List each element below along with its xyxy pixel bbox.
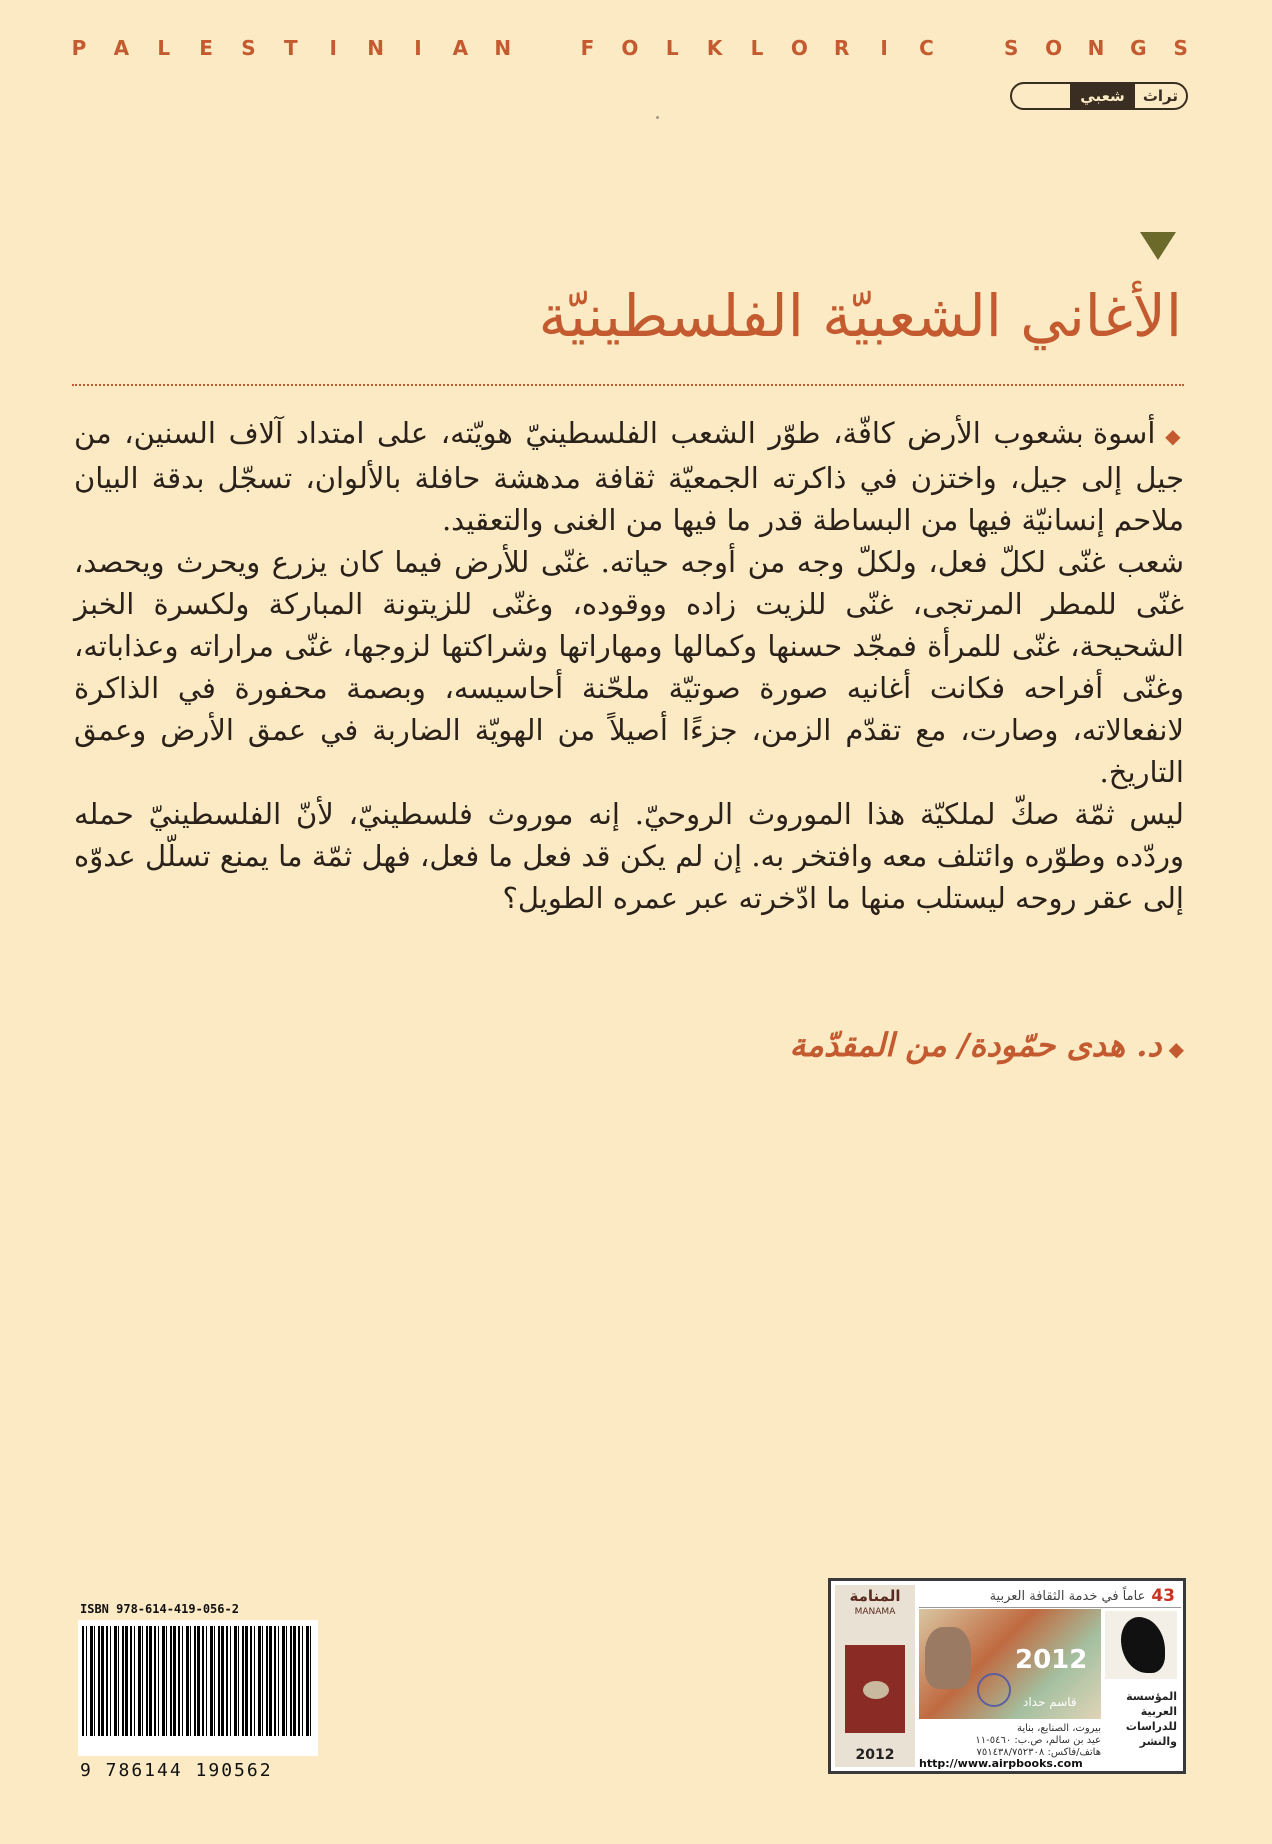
barcode: [78, 1620, 318, 1756]
series-title-letter: L: [750, 36, 764, 60]
series-title-letter: K: [706, 36, 723, 60]
series-title-letter: N: [1087, 36, 1105, 60]
series-title-letter: I: [329, 36, 337, 60]
stamp-art-year: 2012: [1015, 1645, 1088, 1675]
series-title-letter: I: [414, 36, 422, 60]
stamp-left-panel: [835, 1585, 915, 1767]
blurb-text: [74, 412, 1184, 919]
stamp-city-english: MANAMA: [854, 1607, 896, 1617]
series-badge-part2: شعبي: [1070, 84, 1135, 108]
bullet-icon: ◆: [1155, 424, 1184, 448]
stamp-years-number: 43: [1151, 1586, 1175, 1606]
dust-speck: [656, 116, 659, 119]
series-title-letter: O: [621, 36, 639, 60]
series-badge: [1010, 82, 1188, 110]
series-title-letter: S: [1173, 36, 1188, 60]
portrait-icon: [925, 1627, 971, 1689]
series-title-letter: I: [880, 36, 888, 60]
isbn-label: ISBN 978-614-419-056-2: [80, 1602, 239, 1616]
bullet-icon: ◆: [1161, 1037, 1184, 1061]
barcode-bars: [82, 1626, 314, 1736]
seal-icon: [977, 1673, 1011, 1707]
publisher-url: http://www.airpbooks.com: [919, 1757, 1083, 1770]
series-title-letter: A: [113, 36, 130, 60]
stamp-city-arabic: المنامة: [849, 1587, 901, 1605]
series-title-letter: A: [452, 36, 469, 60]
series-title-letter: S: [1004, 36, 1019, 60]
stamp-art-name: قاسم حداد: [1023, 1695, 1077, 1709]
series-title-letter: [960, 36, 978, 60]
stamp-header-text: عاماً في خدمة الثقافة العربية: [989, 1588, 1146, 1604]
bird-logo-icon: [1121, 1617, 1165, 1673]
series-title-letter: P: [71, 36, 87, 60]
series-title-letter: [536, 36, 554, 60]
stamp-emblem-icon: [845, 1645, 905, 1733]
book-title: الأغاني الشعبيّة الفلسطينيّة: [538, 282, 1182, 350]
series-title-letter: O: [790, 36, 808, 60]
series-title-letter: L: [157, 36, 171, 60]
stamp-artwork: [919, 1609, 1101, 1719]
series-title-letter: G: [1130, 36, 1147, 60]
stamp-header: [919, 1585, 1181, 1608]
barcode-digits: 9 786144 190562: [80, 1760, 273, 1781]
publisher-address: بيروت، الصنايع، بناية عيد بن سالم، ص.ب: ٥٤٦٠-١١ هاتف/فاكس: ٧٥١٤٣٨/٧٥٢٣٠٨: [975, 1723, 1101, 1758]
series-title-letter: N: [494, 36, 512, 60]
stamp-emblem-dot: [863, 1681, 889, 1699]
stamp-year: 2012: [855, 1747, 895, 1763]
series-title-letter: S: [241, 36, 256, 60]
series-badge-part1: تراث: [1142, 87, 1178, 105]
blurb-paragraph-2: شعب غنّى لكلّ فعل، ولكلّ وجه من أوجه حياته. غنّى للأرض فيما كان يزرع ويحرث ويحصد، غنّى للمطر المرتجى، غنّى للزيت زاده ووقوده، وغنّى للزيتونة المباركة ولكسرة الخبز الشحيحة، غنّى للمرأة فمجّد حسنها وكمالها ومهاراتها وشراكتها لزوجها، غنّى مراراته وعذاباته، وغنّى أفراحه فكانت أغانيه صورة صوتيّة ملحّنة أحاسيسه، وبصمة محفورة في الذاكرة لانفعالاته، وصارت، مع تقدّم الزمن، جزءًا أصيلاً من الهويّة الضاربة في عمق الأرض وعمق التاريخ.: [74, 545, 1184, 789]
publisher-name: المؤسسة العربية للدراسات والنشر: [1125, 1690, 1177, 1748]
author-signature: ◆ د. هدى حمّودة/ من المقدّمة: [789, 1026, 1184, 1064]
triangle-marker-icon: [1140, 232, 1176, 260]
series-title-letter: C: [919, 36, 934, 60]
series-title-letter: R: [834, 36, 850, 60]
series-title-letter: F: [580, 36, 595, 60]
series-title-letter: T: [284, 36, 298, 60]
blurb-paragraph-1: ◆ أسوة بشعوب الأرض كافّة، طوّر الشعب الفلسطينيّ هويّته، على امتداد آلاف السنين، من جيل إلى جيل، واختزن في ذاكرته الجمعيّة ثقافة مدهشة حافلة بالألوان، تسجّل بدقة البيان ملاحم إنسانيّة فيها من البساطة قدر ما فيها من الغنى والتعقيد.: [74, 416, 1184, 537]
series-title-letter: O: [1045, 36, 1063, 60]
series-title-letter: L: [665, 36, 679, 60]
dotted-divider: [72, 384, 1184, 386]
series-title-letter: N: [367, 36, 384, 60]
publisher-stamp: [828, 1578, 1186, 1774]
series-title-letter: E: [199, 36, 213, 60]
publisher-logo: [1105, 1611, 1177, 1679]
series-title: [70, 36, 1190, 60]
blurb-paragraph-3: ليس ثمّة صكّ لملكيّة هذا الموروث الروحيّ. إنه موروث فلسطينيّ، لأنّ الفلسطينيّ حمله وردّده وطوّره وائتلف معه وافتخر به. إن لم يكن قد فعل ما فعل، فهل ثمّة ما يمنع تسلّل عدوّه إلى عقر روحه ليستلب منها ما ادّخرته عبر عمره الطويل؟: [74, 797, 1184, 915]
